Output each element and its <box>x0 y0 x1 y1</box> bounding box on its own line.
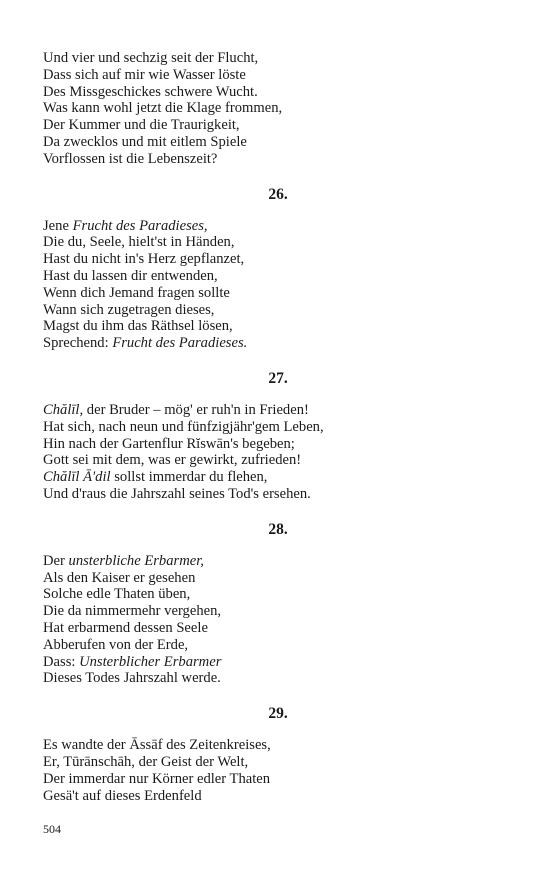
verse-line <box>43 117 513 134</box>
verse-text: Solche edle Thaten üben, <box>43 586 191 603</box>
verse-line <box>43 469 513 486</box>
verse-text: Der <box>43 552 69 569</box>
verse-text: sollst immerdar du flehen, <box>110 469 268 486</box>
verse-line <box>43 402 513 419</box>
verse-text: Sprechend: <box>43 335 113 352</box>
stanza-number: 28. <box>268 520 288 538</box>
verse-line <box>43 788 513 805</box>
verse-line <box>43 570 513 587</box>
verse-line <box>43 452 513 469</box>
verse-text: Hast du lassen dir entwenden, <box>43 267 218 284</box>
verse-text: Und d'raus die Jahrszahl seines Tod's ersehen. <box>43 485 311 502</box>
italic-phrase: Frucht des Paradieses, <box>72 217 208 234</box>
verse-text: Hat sich, nach neun und fünfzigjähr'gem Leben, <box>43 418 324 435</box>
verse-line <box>43 553 513 570</box>
verse-line <box>43 67 513 84</box>
verse-text: Vorflossen ist die Lebenszeit? <box>43 150 218 167</box>
verse-line <box>43 50 513 67</box>
verse-text: Da zwecklos und mit eitlem Spiele <box>43 133 247 150</box>
verse-text: Als den Kaiser er gesehen <box>43 569 196 586</box>
verse-line <box>43 419 513 436</box>
page-number: 504 <box>43 822 61 836</box>
verse-line <box>43 486 513 503</box>
verse-text: Wann sich zugetragen dieses, <box>43 301 215 318</box>
verse-text: Was kann wohl jetzt die Klage frommen, <box>43 100 283 117</box>
verse-text: Der Kummer und die Traurigkeit, <box>43 117 240 134</box>
verse-line <box>43 436 513 453</box>
italic-phrase: Frucht des Paradieses. <box>112 335 248 352</box>
stanza-number: 27. <box>268 369 288 387</box>
verse-line <box>43 754 513 771</box>
verse-text: der Bruder – mög' er ruh'n in Frieden! <box>83 401 309 418</box>
verse-line <box>43 84 513 101</box>
verse-line <box>43 234 513 251</box>
verse-line <box>43 654 513 671</box>
verse-line <box>43 670 513 687</box>
verse-line <box>43 771 513 788</box>
italic-phrase: Chălīl Ā'dil <box>43 469 111 486</box>
verse-line <box>43 318 513 335</box>
verse-text: Wenn dich Jemand fragen sollte <box>43 284 230 301</box>
verse-text: Dass sich auf mir wie Wasser löste <box>43 66 246 83</box>
italic-phrase: Chălīl, <box>43 401 84 418</box>
verse-text: Der immerdar nur Körner edler Thaten <box>43 770 271 787</box>
verse-text: Hast du nicht in's Herz gepflanzet, <box>43 251 245 268</box>
verse-line <box>43 620 513 637</box>
verse-line <box>43 335 513 352</box>
verse-line <box>43 586 513 603</box>
verse-line <box>43 268 513 285</box>
verse-line <box>43 285 513 302</box>
stanza <box>43 521 513 687</box>
verse-line <box>43 637 513 654</box>
stanza <box>43 186 513 352</box>
verse-text: Des Missgeschickes schwere Wucht. <box>43 83 258 100</box>
verse-line <box>43 100 513 117</box>
italic-phrase: unsterbliche Erbarmer, <box>68 552 204 569</box>
verse-text: Die du, Seele, hielt'st in Händen, <box>43 234 235 251</box>
verse-line <box>43 737 513 754</box>
verse-text: Die da nimmermehr vergehen, <box>43 603 222 620</box>
stanza <box>43 50 513 168</box>
italic-phrase: Unsterblicher Erbarmer <box>79 653 222 670</box>
stanza-number: 26. <box>268 185 288 203</box>
verse-line <box>43 134 513 151</box>
verse-text: Dieses Todes Jahrszahl werde. <box>43 670 221 687</box>
verse-line <box>43 603 513 620</box>
verse-text: Magst du ihm das Räthsel lösen, <box>43 318 233 335</box>
stanza <box>43 705 513 804</box>
verse-text: Jene <box>43 217 73 234</box>
verse-text: Hat erbarmend dessen Seele <box>43 619 208 636</box>
verse-text: Dass: <box>43 653 80 670</box>
verse-text: Gesä't auf dieses Erdenfeld <box>43 787 202 804</box>
verse-text: Abberufen von der Erde, <box>43 636 189 653</box>
verse-line <box>43 302 513 319</box>
poem-page <box>43 50 513 804</box>
verse-text: Und vier und sechzig seit der Flucht, <box>43 50 259 66</box>
verse-text: Hin nach der Gartenflur Rĭswān's begeben; <box>43 435 295 452</box>
verse-text: Es wandte der Āssāf des Zeitenkreises, <box>43 737 271 754</box>
verse-line <box>43 151 513 168</box>
verse-text: Er, Tūrānschāh, der Geist der Welt, <box>43 753 249 770</box>
verse-line <box>43 218 513 235</box>
stanza <box>43 370 513 503</box>
verse-line <box>43 251 513 268</box>
verse-text: Gott sei mit dem, was er gewirkt, zufrieden! <box>43 452 302 469</box>
stanza-number: 29. <box>268 705 288 723</box>
